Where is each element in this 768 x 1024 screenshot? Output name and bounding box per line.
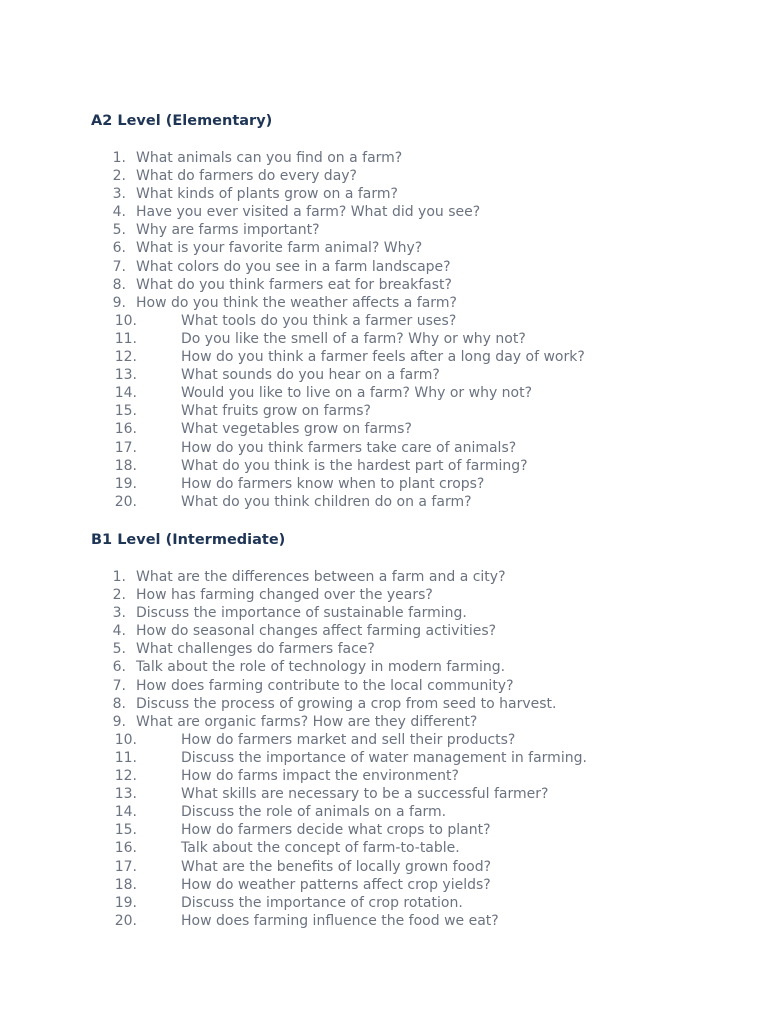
list-item-number: 15. — [114, 403, 137, 420]
list-item-text: What colors do you see in a farm landscape? — [136, 258, 451, 275]
list-item-number: 17. — [114, 439, 137, 456]
list-item-text: How do farms impact the environment? — [181, 768, 459, 785]
list-item-number: 12. — [114, 768, 137, 785]
list-item-text: How do farmers know when to plant crops? — [181, 475, 485, 492]
list-item-text: Discuss the importance of water management in farming. — [181, 749, 587, 766]
list-item-number: 3. — [112, 605, 126, 622]
section-heading: B1 Level (Intermediate) — [91, 532, 286, 548]
list-item-number: 16. — [114, 840, 137, 857]
list-item-text: Would you like to live on a farm? Why or why not? — [181, 385, 533, 402]
list-item-number: 8. — [112, 695, 126, 712]
list-item-number: 9. — [112, 294, 126, 311]
list-item-text: What fruits grow on farms? — [181, 403, 371, 420]
list-item-number: 10. — [114, 731, 137, 748]
list-item-text: Discuss the role of animals on a farm. — [181, 804, 447, 821]
list-item-number: 14. — [114, 804, 137, 821]
list-item-number: 3. — [112, 186, 126, 203]
list-item-text: Have you ever visited a farm? What did you see? — [136, 204, 481, 221]
list-item-number: 8. — [112, 276, 126, 293]
list-item-number: 5. — [112, 641, 126, 658]
list-item-number: 19. — [114, 475, 137, 492]
list-item-number: 11. — [114, 330, 137, 347]
list-item-number: 13. — [114, 367, 137, 384]
list-item-text: What do you think is the hardest part of farming? — [181, 457, 528, 474]
list-item-text: Talk about the concept of farm-to-table. — [181, 840, 460, 857]
list-item-text: Discuss the importance of crop rotation. — [181, 894, 463, 911]
list-item-text: What is your favorite farm animal? Why? — [136, 240, 423, 257]
list-item-text: How do you think a farmer feels after a long day of work? — [181, 349, 585, 366]
list-item-text: How do seasonal changes affect farming activities? — [136, 623, 497, 640]
list-item-text: Do you like the smell of a farm? Why or why not? — [181, 330, 526, 347]
list-item-text: How do farmers decide what crops to plant? — [181, 822, 491, 839]
list-item-text: Discuss the importance of sustainable farming. — [136, 605, 467, 622]
list-item-text: What are the differences between a farm and a city? — [136, 569, 506, 585]
list-item-number: 11. — [114, 749, 137, 766]
list-item-number: 6. — [112, 240, 126, 257]
list-item-text: How do you think farmers take care of animals? — [181, 439, 517, 456]
list-item-number: 6. — [112, 659, 126, 676]
section-heading: A2 Level (Elementary) — [91, 113, 273, 129]
list-item-text: How do weather patterns affect crop yields? — [181, 876, 491, 893]
list-item-text: What do you think farmers eat for breakfast? — [136, 276, 452, 293]
list-item-number: 5. — [112, 222, 126, 239]
list-item-text: What do farmers do every day? — [136, 168, 357, 185]
list-item-number: 16. — [114, 421, 137, 438]
list-item-number: 19. — [114, 894, 137, 911]
list-item-number: 1. — [112, 569, 126, 585]
list-item-number: 15. — [114, 822, 137, 839]
list-item-text: What kinds of plants grow on a farm? — [136, 186, 398, 203]
list-item-text: What sounds do you hear on a farm? — [181, 367, 440, 384]
list-item-text: What tools do you think a farmer uses? — [181, 312, 457, 329]
list-item-text: What vegetables grow on farms? — [181, 421, 412, 438]
list-item-number: 2. — [112, 587, 126, 604]
list-item-text: What do you think children do on a farm? — [181, 493, 472, 510]
list-item-number: 4. — [112, 623, 126, 640]
list-item-text: What animals can you find on a farm? — [136, 150, 403, 166]
list-item-text: What are organic farms? How are they different? — [136, 713, 478, 730]
list-item-number: 18. — [114, 457, 137, 474]
list-item-text: What skills are necessary to be a successful farmer? — [181, 786, 549, 803]
list-item-number: 13. — [114, 786, 137, 803]
list-item-number: 7. — [112, 677, 126, 694]
list-item-text: How do you think the weather affects a farm? — [136, 294, 457, 311]
list-item-text: What challenges do farmers face? — [136, 641, 375, 658]
list-item-text: What are the benefits of locally grown food? — [181, 858, 492, 875]
list-item-number: 12. — [114, 349, 137, 366]
list-item-text: How does farming contribute to the local community? — [136, 677, 514, 694]
list-item-text: Discuss the process of growing a crop from seed to harvest. — [136, 695, 557, 712]
list-item-number: 18. — [114, 876, 137, 893]
list-item-number: 9. — [112, 713, 126, 730]
list-item-text: How has farming changed over the years? — [136, 587, 433, 604]
list-item-number: 20. — [114, 493, 137, 510]
list-item-text: Talk about the role of technology in modern farming. — [136, 659, 506, 676]
list-item-number: 17. — [114, 858, 137, 875]
list-item-text: How do farmers market and sell their products? — [181, 731, 516, 748]
list-item-number: 20. — [114, 912, 137, 929]
list-item-number: 14. — [114, 385, 137, 402]
list-item-number: 10. — [114, 312, 137, 329]
list-item-number: 4. — [112, 204, 126, 221]
list-item-number: 2. — [112, 168, 126, 185]
list-item-text: How does farming influence the food we eat? — [181, 912, 499, 929]
list-item-number: 7. — [112, 258, 126, 275]
list-item-text: Why are farms important? — [136, 222, 320, 239]
list-item-number: 1. — [112, 150, 126, 166]
